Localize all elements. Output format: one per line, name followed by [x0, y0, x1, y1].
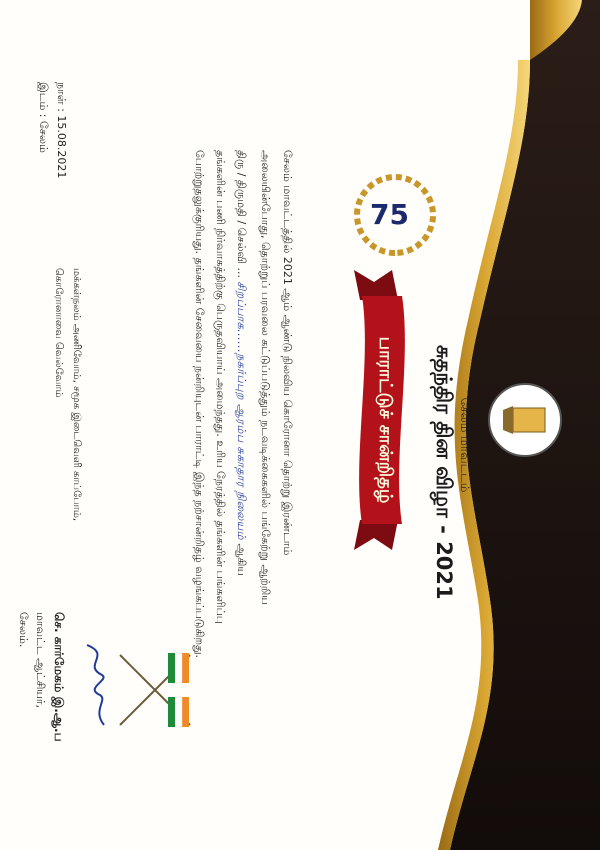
anniversary-number: 75: [370, 198, 409, 231]
body-line-4: தங்களின் பணி நிர்வாகத்திற்கு பெருதவியாய் அமைந்தது. உரிய நேரத்தில் தங்களின் பங்களிப்பு: [214, 150, 227, 624]
recipient-suffix: ஆகிய: [235, 543, 248, 576]
slogan-line-1: மக்கள்நலம் அணிவோம், சமூக இடைவெளி காப்போம்,: [71, 268, 82, 522]
body-line-5: போற்றுதலுக்குரியது. தங்களின் சேவையை நன்றியுடன் பாராட்டி இந்த நற்சான்றிதழ் வழங்கப்படுகிறது.: [193, 150, 206, 659]
signer-place: சேலம்.: [17, 612, 30, 648]
certificate-title: பாராட்டுச் சான்றிதழ்: [375, 336, 396, 504]
recipient-name: சிறப்பாக......நகர்ப்புற ஆரம்ப சுகாதார நிலையம்: [235, 281, 248, 541]
body-line-1: சேலம் மாவட்டத்தில் 2021 ஆம் ஆண்டு நிலவிய கொரோனா தொற்று இரண்டாம்: [281, 150, 294, 556]
slogan-line-2: கொரோனாவை வெல்வோம்: [53, 268, 64, 398]
issue-date: நாள் : 15.08.2021: [55, 82, 68, 179]
body-line-2: அலையின்போது, தொற்றுப் பரவலை கட்டுப்படுத்தும் நடவடிக்கைகளில் பங்கேற்று ஆற்றிய: [259, 150, 272, 605]
recipient-prefix: திரு / திருமதி / செல்வி ...: [235, 150, 248, 278]
district-title: சேலம் மாவட்டம்: [458, 397, 472, 493]
recipient-line: [233, 150, 248, 576]
issue-place: இடம் : சேலம்: [37, 82, 50, 153]
signer-name: செ. கார்மேகம் இ.ஆ.ப: [52, 612, 66, 742]
signer-role: மாவட்ட ஆட்சியர்,: [34, 612, 47, 709]
festival-title: சுதந்திர தின விழா - 2021: [432, 345, 456, 600]
crossed-flags-icon: [115, 645, 195, 735]
state-emblem: [485, 380, 565, 460]
